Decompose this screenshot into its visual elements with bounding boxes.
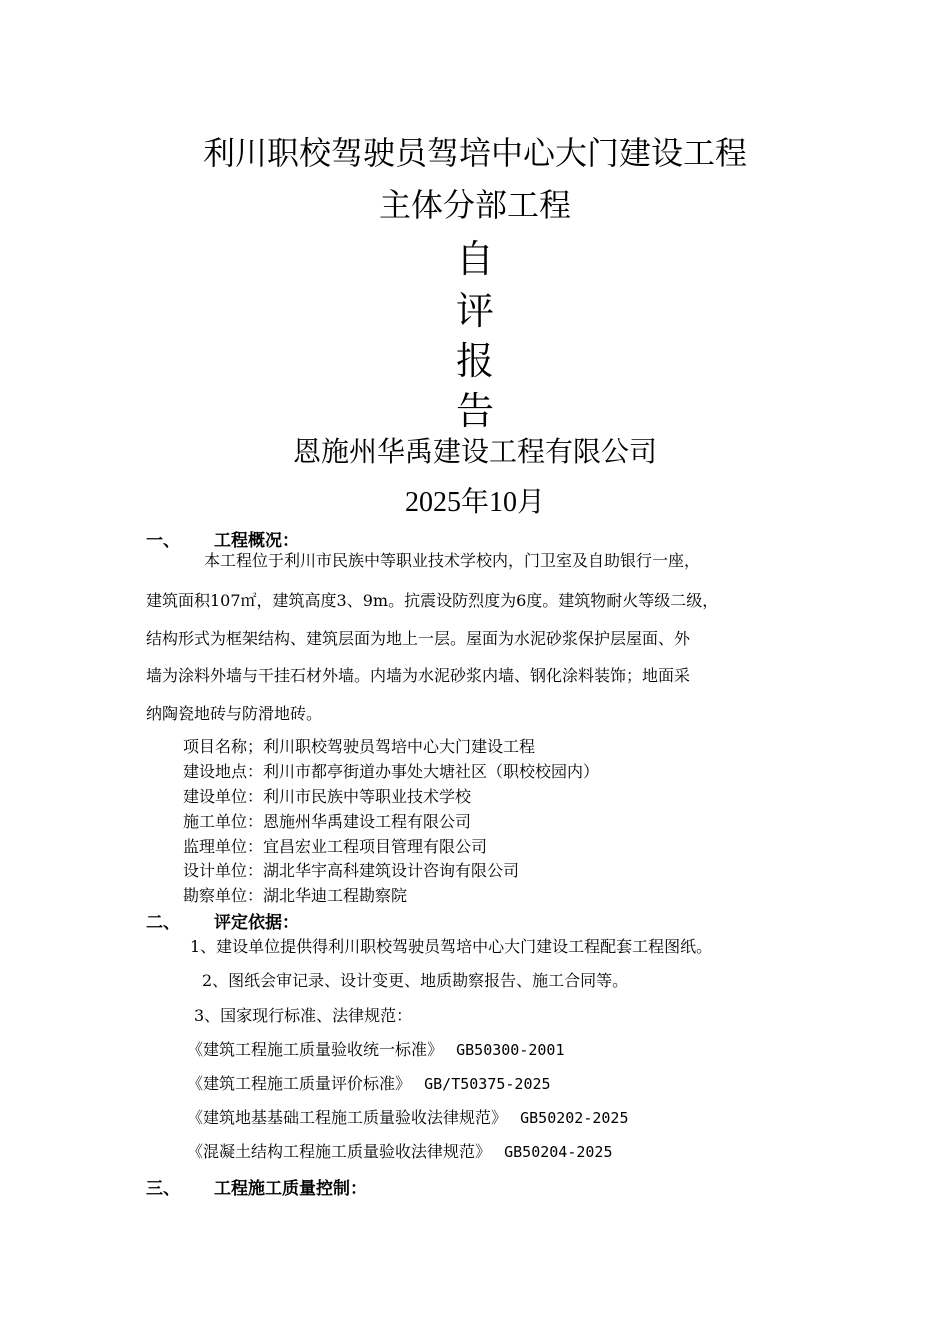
overview-line-5: 纳陶瓷地砖与防滑地砖。 — [146, 704, 323, 723]
section-2-number: 二、 — [146, 913, 180, 933]
standard-name: 《建筑工程施工质量评价标准》 — [187, 1074, 412, 1093]
info-contractor: 施工单位：恩施州华禹建设工程有限公司 — [183, 812, 472, 831]
section-3-number: 三、 — [146, 1179, 180, 1199]
overview-line-1: 本工程位于利川市民族中等职业技术学校内，门卫室及自助银行一座， — [204, 551, 701, 570]
standard-row — [187, 1139, 612, 1162]
basis-item-1: 1、建设单位提供得利川职校驾驶员驾培中心大门建设工程配套工程图纸。 — [190, 937, 713, 956]
title-char-2: 评 — [455, 289, 494, 333]
title-char-1: 自 — [455, 237, 494, 281]
section-1-title: 工程概况： — [214, 531, 299, 551]
info-location: 建设地点：利川市都亭街道办事处大塘社区（职校校园内） — [183, 762, 600, 781]
section-3-heading — [146, 1174, 367, 1199]
info-supervisor: 监理单位：宜昌宏业工程项目管理有限公司 — [183, 837, 488, 856]
document-title: 利川职校驾驶员驾培中心大门建设工程 — [202, 134, 747, 172]
standard-row — [187, 1037, 564, 1060]
overview-line-3: 结构形式为框架结构、建筑层面为地上一层。屋面为水泥砂浆保护层屋面、外 — [146, 629, 691, 648]
info-owner: 建设单位：利川市民族中等职业技术学校 — [183, 787, 472, 806]
overview-line-2: 建筑面积107㎡，建筑高度3、9m。抗震设防烈度为6度。建筑物耐火等级二级， — [146, 591, 719, 610]
title-char-4: 告 — [455, 389, 494, 433]
standard-code: GB50204-2025 — [504, 1143, 613, 1161]
basis-item-3: 3、国家现行标准、法律规范： — [194, 1006, 413, 1025]
section-2-heading — [146, 908, 299, 933]
info-project-name: 项目名称；利川职校驾驶员驾培中心大门建设工程 — [183, 737, 536, 756]
standard-code: GB50202-2025 — [520, 1109, 629, 1127]
standard-name: 《建筑工程施工质量验收统一标准》 — [187, 1040, 444, 1059]
overview-line-4: 墙为涂料外墙与干挂石材外墙。内墙为水泥砂浆内墙、钢化涂料装饰；地面采 — [146, 666, 691, 685]
standard-row — [187, 1105, 628, 1128]
section-3-title: 工程施工质量控制： — [214, 1179, 367, 1199]
report-date: 2025年10月 — [404, 487, 545, 518]
standard-code: GB/T50375-2025 — [424, 1075, 551, 1093]
info-designer: 设计单位：湖北华宇高科建筑设计咨询有限公司 — [183, 861, 520, 880]
standard-name: 《混凝土结构工程施工质量验收法律规范》 — [187, 1142, 492, 1161]
title-char-3: 报 — [455, 339, 494, 383]
section-1-number: 一、 — [146, 531, 180, 551]
standard-code: GB50300-2001 — [456, 1041, 565, 1059]
standard-name: 《建筑地基基础工程施工质量验收法律规范》 — [187, 1108, 508, 1127]
document-subtitle: 主体分部工程 — [378, 186, 571, 224]
section-2-title: 评定依据： — [214, 913, 299, 933]
info-surveyor: 勘察单位：湖北华迪工程勘察院 — [183, 886, 408, 905]
standard-row — [187, 1071, 551, 1094]
company-name: 恩施州华禹建设工程有限公司 — [292, 435, 657, 468]
basis-item-2: 2、图纸会审记录、设计变更、地质勘察报告、施工合同等。 — [202, 971, 629, 990]
